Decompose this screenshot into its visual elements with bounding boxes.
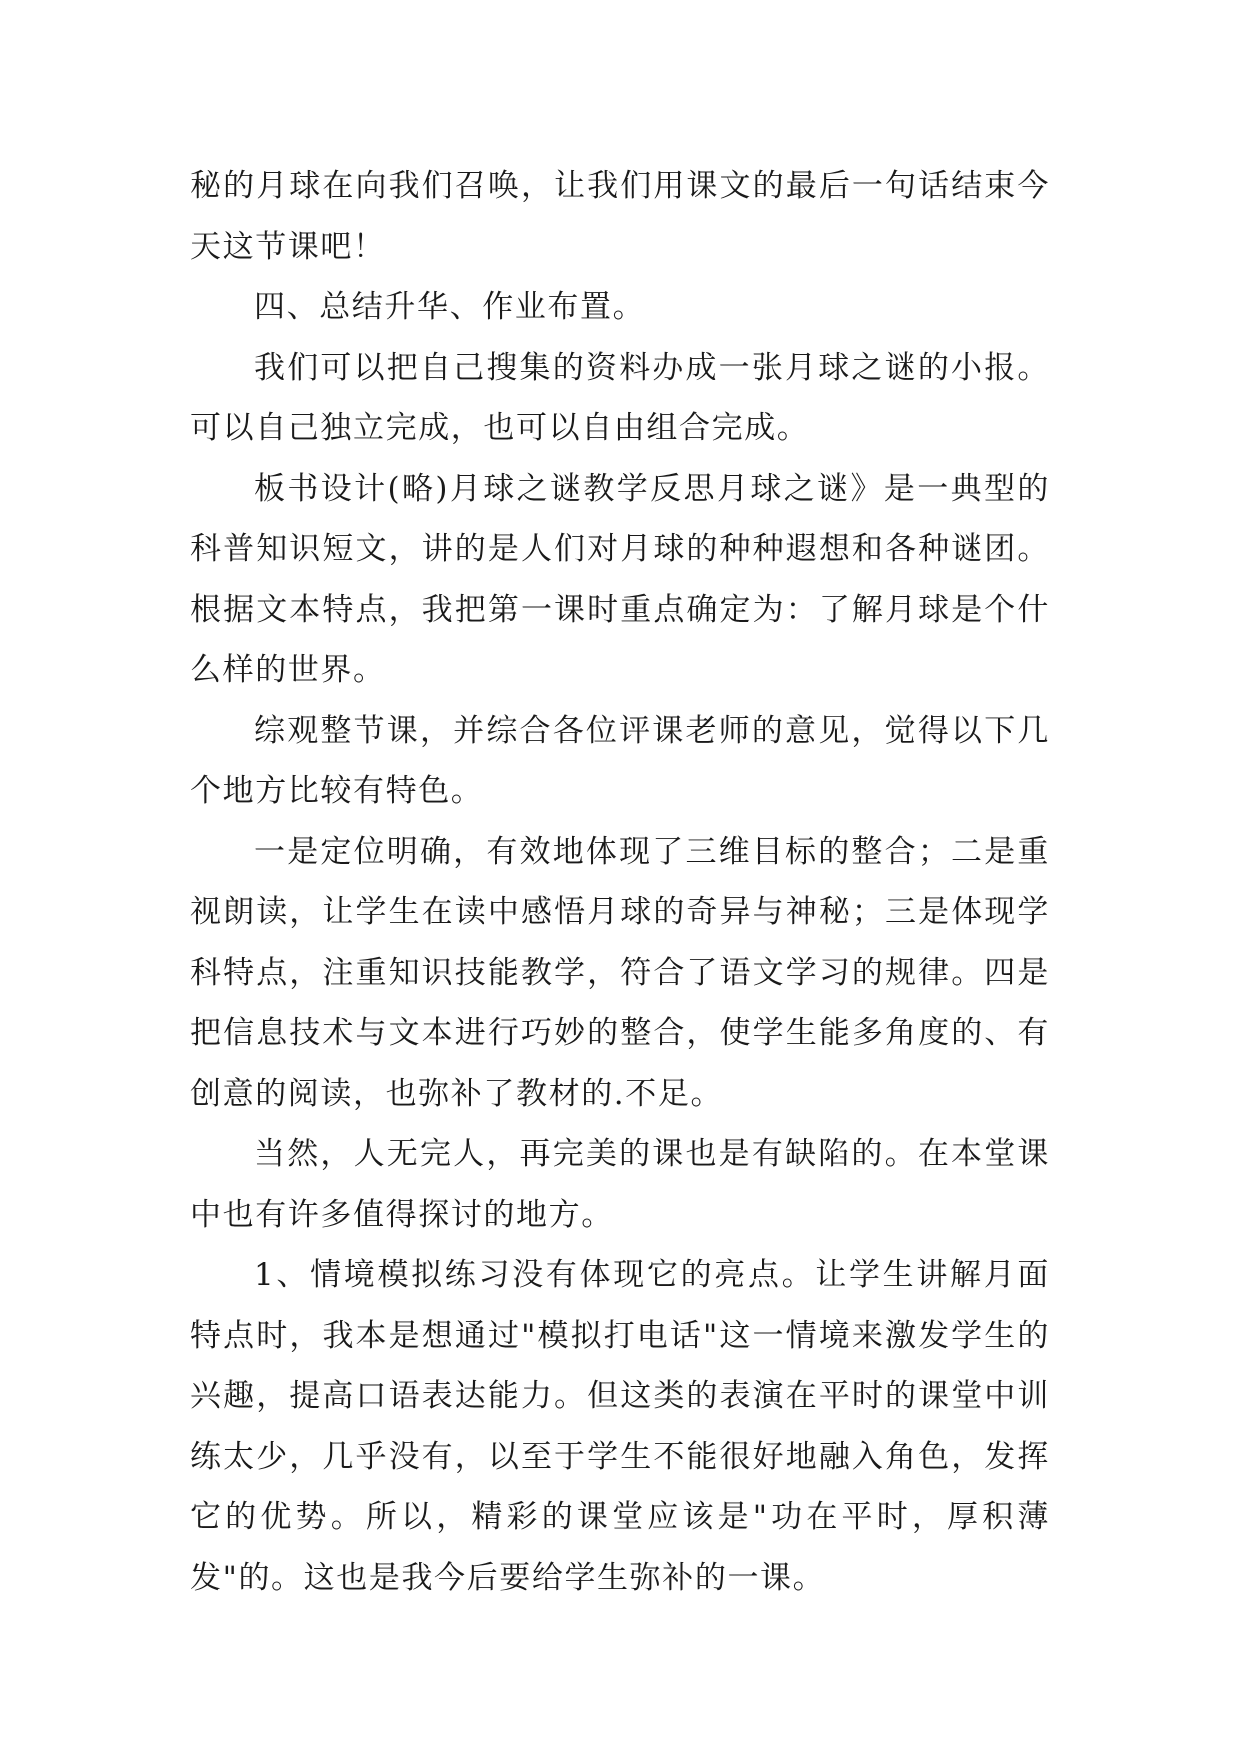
paragraph-4: 板书设计(略)月球之谜教学反思月球之谜》是一典型的科普知识短文，讲的是人们对月球的种种遐想和各种谜团。根据文本特点，我把第一课时重点确定为：了解月球是个什么样的世界。	[190, 470, 1050, 688]
paragraph-2: 四、总结升华、作业布置。	[254, 289, 646, 325]
paragraph-3: 我们可以把自己搜集的资料办成一张月球之谜的小报。可以自己独立完成，也可以自由组合完成。	[190, 349, 1050, 446]
paragraph-8: 1、情境模拟练习没有体现它的亮点。让学生讲解月面特点时，我本是想通过"模拟打电话"这一情境来激发学生的兴趣，提高口语表达能力。但这类的表演在平时的课堂中训练太少，几乎没有，以至于学生不能很好地融入角色，发挥它的优势。所以，精彩的课堂应该是"功在平时，厚积薄发"的。这也是我今后要给学生弥补的一课。	[190, 1257, 1050, 1596]
paragraph-1: 秘的月球在向我们召唤，让我们用课文的最后一句话结束今天这节课吧！	[190, 168, 1050, 265]
paragraph-7: 当然，人无完人，再完美的课也是有缺陷的。在本堂课中也有许多值得探讨的地方。	[190, 1136, 1050, 1233]
paragraph-6: 一是定位明确，有效地体现了三维目标的整合；二是重视朗读，让学生在读中感悟月球的奇异与神秘；三是体现学科特点，注重知识技能教学，符合了语文学习的规律。四是把信息技术与文本进行巧妙的整合，使学生能多角度的、有创意的阅读，也弥补了教材的.不足。	[190, 833, 1050, 1112]
paragraph-5: 综观整节课，并综合各位评课老师的意见，觉得以下几个地方比较有特色。	[190, 712, 1050, 809]
document-body	[190, 156, 1050, 1608]
